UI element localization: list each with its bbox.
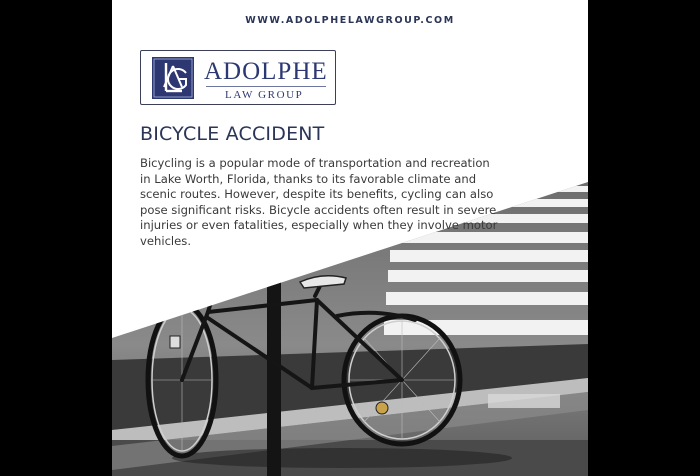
article-title: BICYCLE ACCIDENT [140,123,325,145]
company-logo [140,50,336,105]
logo-divider [206,86,326,87]
site-url[interactable]: WWW.ADOLPHELAWGROUP.COM [245,15,455,26]
logo-name: ADOLPHE [204,58,328,85]
logo-subtitle: LAW GROUP [225,89,304,101]
article-paragraph: Bicycling is a popular mode of transportation and recreation in Lake Worth, Florida, thanks to its favorable climate and scenic routes. However, despite its benefits, cycling can also pose significant risks. Bicycle accidents often result in severe injuries or even fatalities, especially when they involve motor vehicles. [140,156,498,248]
post-card [112,0,588,476]
monogram-logo-icon [152,57,194,99]
